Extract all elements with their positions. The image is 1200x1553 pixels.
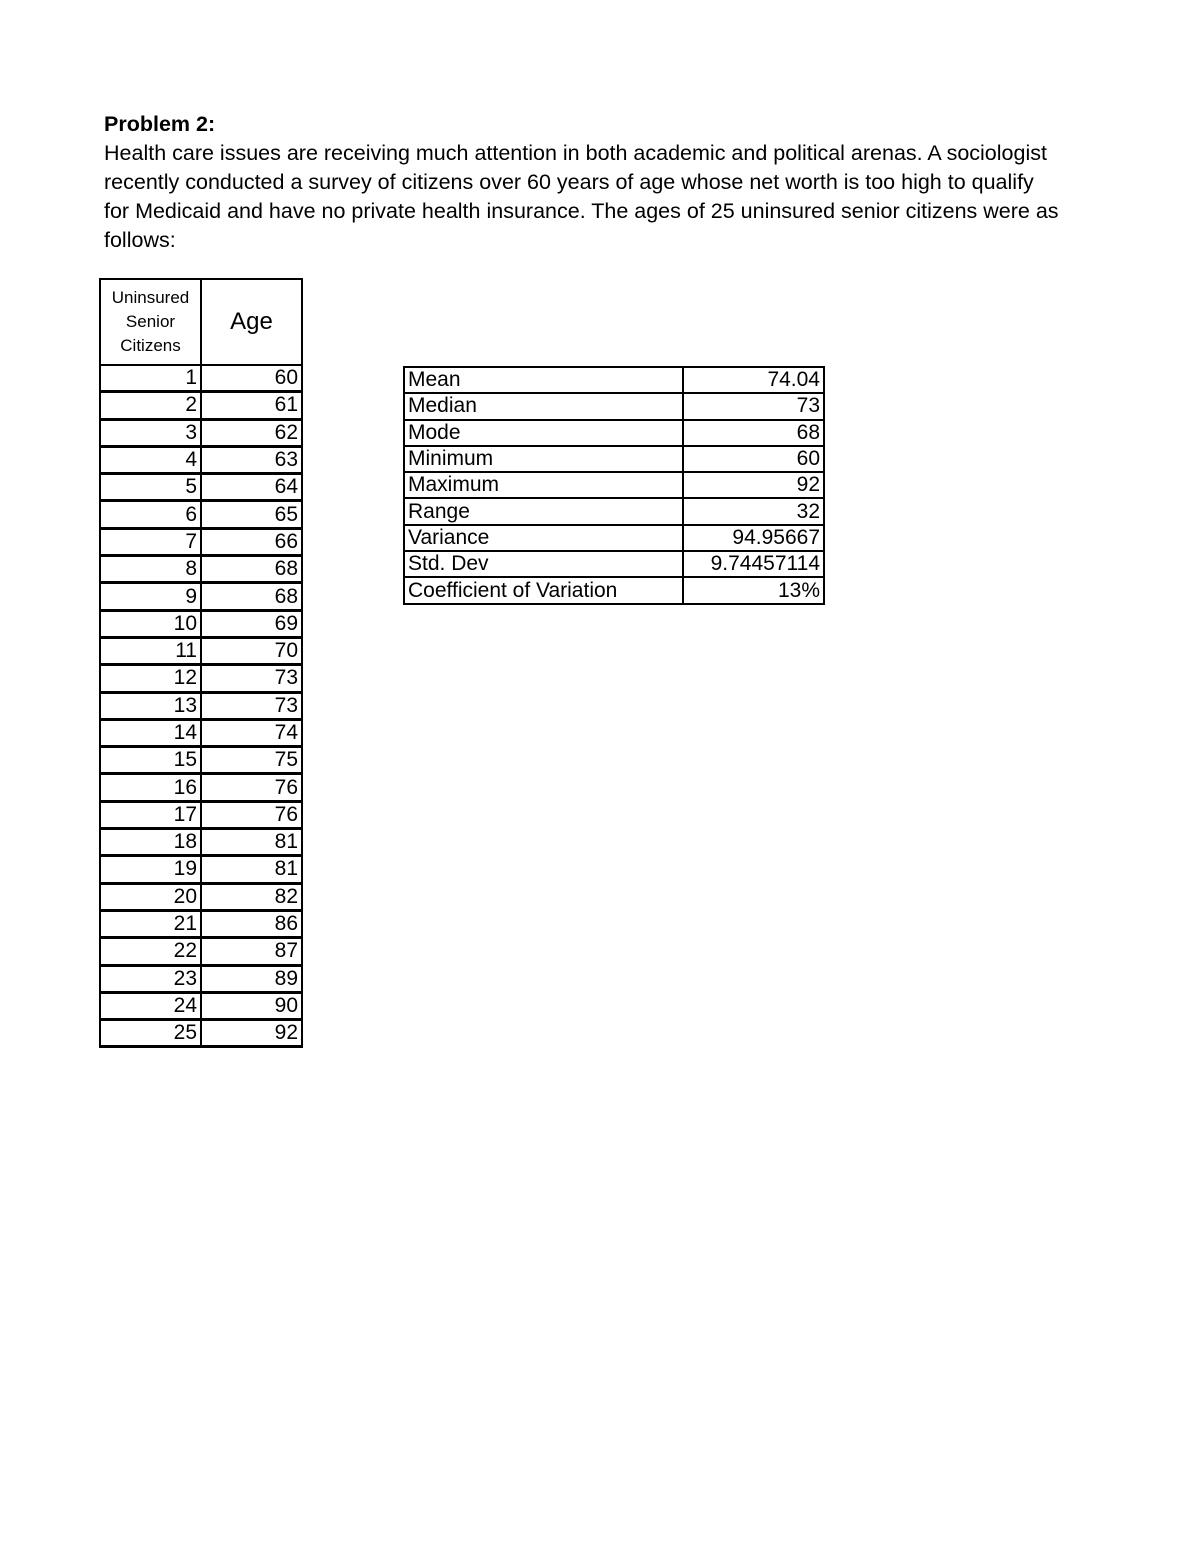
age-cell: 68 bbox=[201, 583, 302, 610]
table-row bbox=[404, 577, 824, 603]
ages-table-body bbox=[100, 365, 302, 1047]
citizen-number-cell: 10 bbox=[100, 610, 201, 637]
citizen-number-cell: 22 bbox=[100, 938, 201, 965]
header-uninsured-senior-citizens: Uninsured Senior Citizens bbox=[100, 279, 201, 365]
citizen-number-cell: 19 bbox=[100, 856, 201, 883]
age-cell: 76 bbox=[201, 801, 302, 828]
age-cell: 62 bbox=[201, 419, 302, 446]
table-row bbox=[100, 910, 302, 937]
age-cell: 74 bbox=[201, 719, 302, 746]
citizen-number-cell: 6 bbox=[100, 501, 201, 528]
citizen-number-cell: 7 bbox=[100, 528, 201, 555]
table-row bbox=[100, 965, 302, 992]
table-row bbox=[404, 393, 824, 419]
citizen-number-cell: 5 bbox=[100, 474, 201, 501]
table-row bbox=[100, 501, 302, 528]
statistic-label-cell: Range bbox=[404, 498, 683, 524]
age-cell: 87 bbox=[201, 938, 302, 965]
table-row bbox=[100, 829, 302, 856]
table-row bbox=[404, 446, 824, 472]
problem-text: Health care issues are receiving much attention in both academic and political arenas. A sociologist recently conducted a survey of citizens over 60 years of age whose net worth is too high to qualify for Medicaid and have no private health insurance. The ages of 25 uninsured senior citizens were as follows: bbox=[104, 141, 1059, 252]
age-cell: 82 bbox=[201, 883, 302, 910]
table-row bbox=[100, 637, 302, 664]
table-row bbox=[100, 883, 302, 910]
table-row bbox=[100, 365, 302, 392]
statistic-value-cell: 73 bbox=[683, 393, 824, 419]
statistic-value-cell: 9.74457114 bbox=[683, 551, 824, 577]
age-cell: 76 bbox=[201, 774, 302, 801]
header-age: Age bbox=[201, 279, 302, 365]
table-row bbox=[100, 610, 302, 637]
table-row bbox=[100, 528, 302, 555]
statistic-label-cell: Median bbox=[404, 393, 683, 419]
citizen-number-cell: 3 bbox=[100, 419, 201, 446]
statistic-label-cell: Minimum bbox=[404, 446, 683, 472]
table-row bbox=[404, 472, 824, 498]
table-row bbox=[100, 992, 302, 1019]
statistic-value-cell: 74.04 bbox=[683, 367, 824, 393]
statistic-label-cell: Maximum bbox=[404, 472, 683, 498]
statistic-label-cell: Mode bbox=[404, 420, 683, 446]
statistic-label-cell: Mean bbox=[404, 367, 683, 393]
problem-title: Problem 2: bbox=[104, 112, 216, 136]
ages-table bbox=[99, 278, 303, 1048]
citizen-number-cell: 12 bbox=[100, 665, 201, 692]
statistic-label-cell: Variance bbox=[404, 525, 683, 551]
citizen-number-cell: 11 bbox=[100, 637, 201, 664]
citizen-number-cell: 24 bbox=[100, 992, 201, 1019]
age-cell: 68 bbox=[201, 556, 302, 583]
problem-statement bbox=[104, 110, 1064, 255]
table-row bbox=[404, 367, 824, 393]
table-row bbox=[100, 747, 302, 774]
citizen-number-cell: 20 bbox=[100, 883, 201, 910]
citizen-number-cell: 8 bbox=[100, 556, 201, 583]
age-cell: 75 bbox=[201, 747, 302, 774]
citizen-number-cell: 4 bbox=[100, 446, 201, 473]
statistics-table bbox=[403, 366, 825, 605]
table-row bbox=[100, 583, 302, 610]
citizen-number-cell: 17 bbox=[100, 801, 201, 828]
table-row bbox=[100, 938, 302, 965]
table-row bbox=[100, 556, 302, 583]
table-row bbox=[404, 420, 824, 446]
table-row bbox=[404, 525, 824, 551]
age-cell: 90 bbox=[201, 992, 302, 1019]
citizen-number-cell: 1 bbox=[100, 365, 201, 392]
table-row bbox=[404, 498, 824, 524]
citizen-number-cell: 14 bbox=[100, 719, 201, 746]
statistic-value-cell: 68 bbox=[683, 420, 824, 446]
citizen-number-cell: 21 bbox=[100, 910, 201, 937]
age-cell: 92 bbox=[201, 1020, 302, 1047]
age-cell: 70 bbox=[201, 637, 302, 664]
table-row bbox=[100, 665, 302, 692]
table-row bbox=[100, 1020, 302, 1047]
citizen-number-cell: 15 bbox=[100, 747, 201, 774]
statistic-label-cell: Std. Dev bbox=[404, 551, 683, 577]
statistic-value-cell: 94.95667 bbox=[683, 525, 824, 551]
age-cell: 64 bbox=[201, 474, 302, 501]
age-cell: 65 bbox=[201, 501, 302, 528]
table-row bbox=[100, 419, 302, 446]
table-row bbox=[100, 801, 302, 828]
statistic-value-cell: 92 bbox=[683, 472, 824, 498]
statistic-value-cell: 60 bbox=[683, 446, 824, 472]
age-cell: 63 bbox=[201, 446, 302, 473]
statistic-label-cell: Coefficient of Variation bbox=[404, 577, 683, 603]
table-row bbox=[404, 551, 824, 577]
citizen-number-cell: 25 bbox=[100, 1020, 201, 1047]
citizen-number-cell: 23 bbox=[100, 965, 201, 992]
age-cell: 60 bbox=[201, 365, 302, 392]
table-row bbox=[100, 692, 302, 719]
table-row bbox=[100, 719, 302, 746]
age-cell: 66 bbox=[201, 528, 302, 555]
citizen-number-cell: 9 bbox=[100, 583, 201, 610]
age-cell: 73 bbox=[201, 665, 302, 692]
citizen-number-cell: 2 bbox=[100, 392, 201, 419]
citizen-number-cell: 18 bbox=[100, 829, 201, 856]
age-cell: 73 bbox=[201, 692, 302, 719]
citizen-number-cell: 13 bbox=[100, 692, 201, 719]
ages-table-header bbox=[100, 279, 302, 365]
table-row bbox=[100, 856, 302, 883]
statistics-table-body bbox=[404, 367, 824, 604]
statistic-value-cell: 13% bbox=[683, 577, 824, 603]
citizen-number-cell: 16 bbox=[100, 774, 201, 801]
table-row bbox=[100, 446, 302, 473]
age-cell: 81 bbox=[201, 829, 302, 856]
age-cell: 81 bbox=[201, 856, 302, 883]
table-row bbox=[100, 774, 302, 801]
age-cell: 61 bbox=[201, 392, 302, 419]
age-cell: 69 bbox=[201, 610, 302, 637]
statistic-value-cell: 32 bbox=[683, 498, 824, 524]
table-row bbox=[100, 392, 302, 419]
table-row bbox=[100, 474, 302, 501]
age-cell: 89 bbox=[201, 965, 302, 992]
age-cell: 86 bbox=[201, 910, 302, 937]
